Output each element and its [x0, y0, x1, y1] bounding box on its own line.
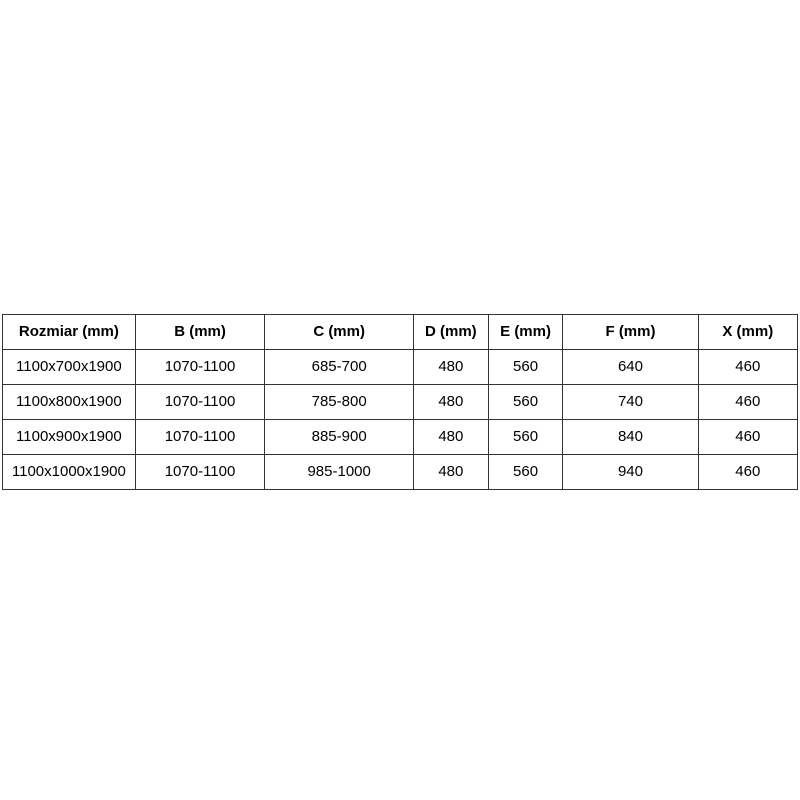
table-row: [3, 420, 798, 455]
table-cell: 560: [488, 350, 563, 385]
dimensions-table-container: [2, 314, 798, 490]
table-body: [3, 350, 798, 490]
table-cell: 885-900: [265, 420, 414, 455]
table-cell: 480: [413, 455, 488, 490]
table-cell: 840: [563, 420, 698, 455]
table-cell: 1070-1100: [135, 385, 265, 420]
table-cell: 785-800: [265, 385, 414, 420]
table-row: [3, 455, 798, 490]
dimensions-table: [2, 314, 798, 490]
column-header: X (mm): [698, 315, 797, 350]
table-cell: 560: [488, 420, 563, 455]
table-row: [3, 350, 798, 385]
table-row: [3, 385, 798, 420]
table-cell: 985-1000: [265, 455, 414, 490]
column-header: D (mm): [413, 315, 488, 350]
table-cell: 940: [563, 455, 698, 490]
table-cell: 560: [488, 455, 563, 490]
column-header: C (mm): [265, 315, 414, 350]
table-cell: 1070-1100: [135, 455, 265, 490]
table-cell: 1100x800x1900: [3, 385, 136, 420]
table-cell: 640: [563, 350, 698, 385]
column-header: B (mm): [135, 315, 265, 350]
table-cell: 1100x700x1900: [3, 350, 136, 385]
table-cell: 480: [413, 420, 488, 455]
table-cell: 685-700: [265, 350, 414, 385]
column-header: F (mm): [563, 315, 698, 350]
table-head: [3, 315, 798, 350]
table-cell: 460: [698, 420, 797, 455]
table-cell: 460: [698, 455, 797, 490]
header-row: [3, 315, 798, 350]
column-header: Rozmiar (mm): [3, 315, 136, 350]
table-cell: 460: [698, 385, 797, 420]
table-cell: 1070-1100: [135, 350, 265, 385]
table-cell: 560: [488, 385, 563, 420]
table-cell: 1070-1100: [135, 420, 265, 455]
table-cell: 740: [563, 385, 698, 420]
table-cell: 480: [413, 385, 488, 420]
table-cell: 460: [698, 350, 797, 385]
column-header: E (mm): [488, 315, 563, 350]
table-cell: 1100x900x1900: [3, 420, 136, 455]
table-cell: 1100x1000x1900: [3, 455, 136, 490]
table-cell: 480: [413, 350, 488, 385]
